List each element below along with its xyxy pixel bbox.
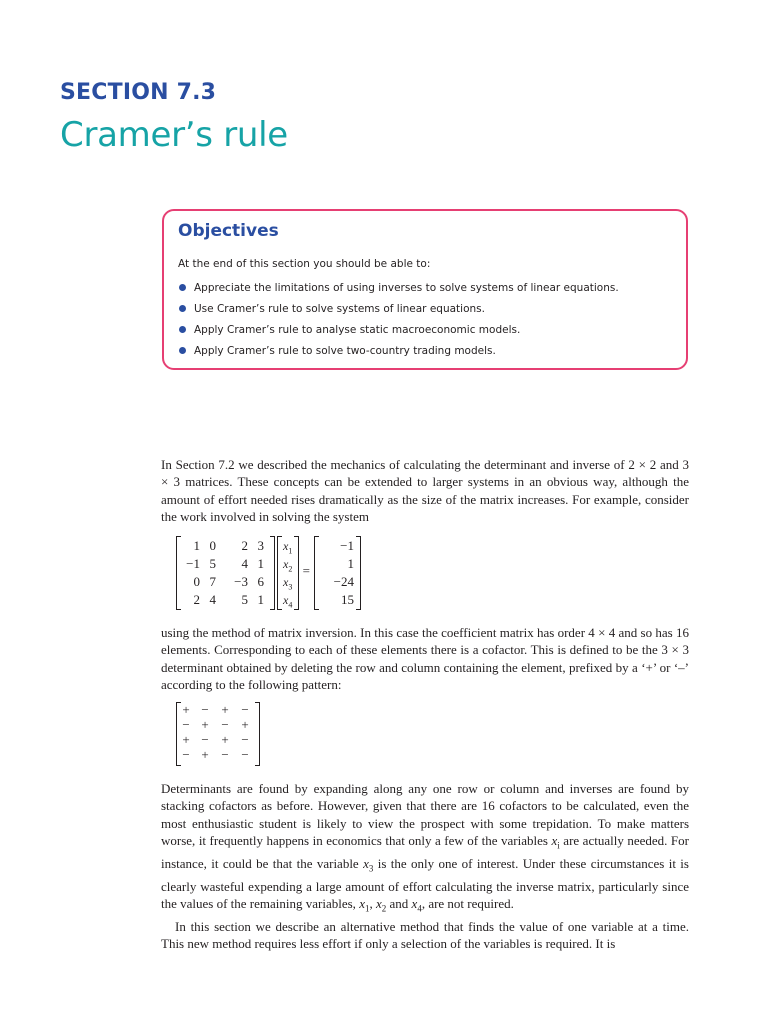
matrix-cell: 7 — [209, 574, 216, 589]
bullet-icon — [179, 326, 186, 333]
matrix-cell: 1 — [257, 556, 264, 571]
bullet-icon — [179, 305, 186, 312]
linear-system — [176, 536, 366, 612]
objectives-title: Objectives — [178, 221, 279, 241]
matrix-cell: 5 — [241, 592, 248, 607]
objectives-list — [178, 281, 619, 365]
variable-cell: $x_3$ — [283, 575, 293, 592]
matrix-cell: −1 — [186, 556, 200, 571]
objective-text: Apply Cramer’s rule to solve two-country trading models. — [194, 345, 496, 357]
matrix-cell: 1 — [257, 592, 264, 607]
sign-cell: + — [201, 747, 209, 762]
rhs-cell: −24 — [333, 574, 354, 589]
sign-cell: − — [221, 747, 229, 762]
matrix-cell: −3 — [234, 574, 248, 589]
pattern-bracket-right — [255, 702, 260, 766]
vector-bracket-left — [277, 536, 282, 610]
vector-bracket-right — [294, 536, 299, 610]
sign-cell: − — [221, 717, 229, 732]
equals-sign: = — [302, 563, 310, 578]
body-paragraph: In Section 7.2 we described the mechanics of calculating the determinant and inverse of 2 × 2 and 3 × 3 matrices. These concepts can be extended to larger systems in an obvious way, although the amount of effort needed rises dramatically as the size of the matrix increases. For example, consider the work involved in solving the system — [161, 457, 689, 524]
rhs-bracket-left — [314, 536, 319, 610]
section-title: Cramer’s rule — [60, 115, 288, 155]
sign-cell: − — [241, 732, 249, 747]
sign-cell: − — [182, 717, 190, 732]
matrix-cell: 2 — [241, 538, 248, 553]
sign-cell: − — [241, 747, 249, 762]
objective-item — [178, 281, 619, 302]
rhs-bracket-right — [356, 536, 361, 610]
objective-item — [178, 302, 619, 323]
matrix-cell: 3 — [257, 538, 264, 553]
variable-cell: $x_4$ — [283, 593, 293, 610]
matrix-cell: 0 — [209, 538, 216, 553]
body-paragraph: using the method of matrix inversion. In this case the coefficient matrix has order 4 × 4 and so has 16 elements. Corresponding to each of these elements there is a cofactor. This is defined to be the 3 × 3 determinant obtained by deleting the row and column containing the element, prefixed by a ‘+’ or ‘–’ according to the following pattern: — [161, 625, 689, 692]
sign-cell: − — [201, 732, 209, 747]
objective-item — [178, 323, 619, 344]
rhs-cell: 15 — [341, 592, 354, 607]
sign-cell: − — [182, 747, 190, 762]
matrix-cell: 1 — [193, 538, 200, 553]
matrix-bracket-right — [270, 536, 275, 610]
matrix-cell: 6 — [257, 574, 264, 589]
sign-cell: + — [221, 732, 229, 747]
rhs-cell: 1 — [347, 556, 354, 571]
objective-text: Apply Cramer’s rule to analyse static macroeconomic models. — [194, 324, 521, 336]
sign-cell: + — [201, 717, 209, 732]
matrix-cell: 4 — [241, 556, 248, 571]
bullet-icon — [179, 347, 186, 354]
sign-cell: + — [182, 702, 190, 717]
sign-cell: + — [182, 732, 190, 747]
variable-cell: $x_1$ — [283, 539, 293, 556]
sign-pattern-matrix — [176, 702, 262, 768]
sign-cell: − — [241, 702, 249, 717]
matrix-cell: 4 — [209, 592, 216, 607]
rhs-cell: −1 — [340, 538, 354, 553]
objectives-intro: At the end of this section you should be able to: — [178, 258, 431, 270]
matrix-cell: 2 — [193, 592, 200, 607]
objectives-box — [162, 209, 688, 370]
body-paragraph: Determinants are found by expanding along any one row or column and inverses are found by stacking cofactors as before. However, given that there are 16 cofactors to be calculated, even the most enthusiastic student is likely to view the prospect with some trepidation. To make matters worse, it frequently happens in economics that only a few of the variables $x_i$ are actually needed. For instance, it could be that the variable $x_3$ is the only one of interest. Under these circumstances it is clearly wasteful expending a large amount of effort calculating the inverse matrix, particularly since the values of the remaining variables, $x_1$, $x_2$ and $x_4$, are not required. — [161, 781, 689, 914]
sign-cell: + — [241, 717, 249, 732]
bullet-icon — [179, 284, 186, 291]
variable-cell: $x_2$ — [283, 557, 293, 574]
objective-text: Use Cramer’s rule to solve systems of linear equations. — [194, 303, 485, 315]
sign-cell: − — [201, 702, 209, 717]
matrix-cell: 5 — [209, 556, 216, 571]
matrix-cell: 0 — [193, 574, 200, 589]
sign-cell: + — [221, 702, 229, 717]
body-paragraph: In this section we describe an alternative method that finds the value of one variable at a time. This new method requires less effort if only a selection of the variables is required. It is — [161, 919, 689, 952]
section-label: SECTION 7.3 — [60, 80, 217, 105]
objective-item — [178, 344, 619, 365]
objective-text: Appreciate the limitations of using inverses to solve systems of linear equations. — [194, 282, 619, 294]
